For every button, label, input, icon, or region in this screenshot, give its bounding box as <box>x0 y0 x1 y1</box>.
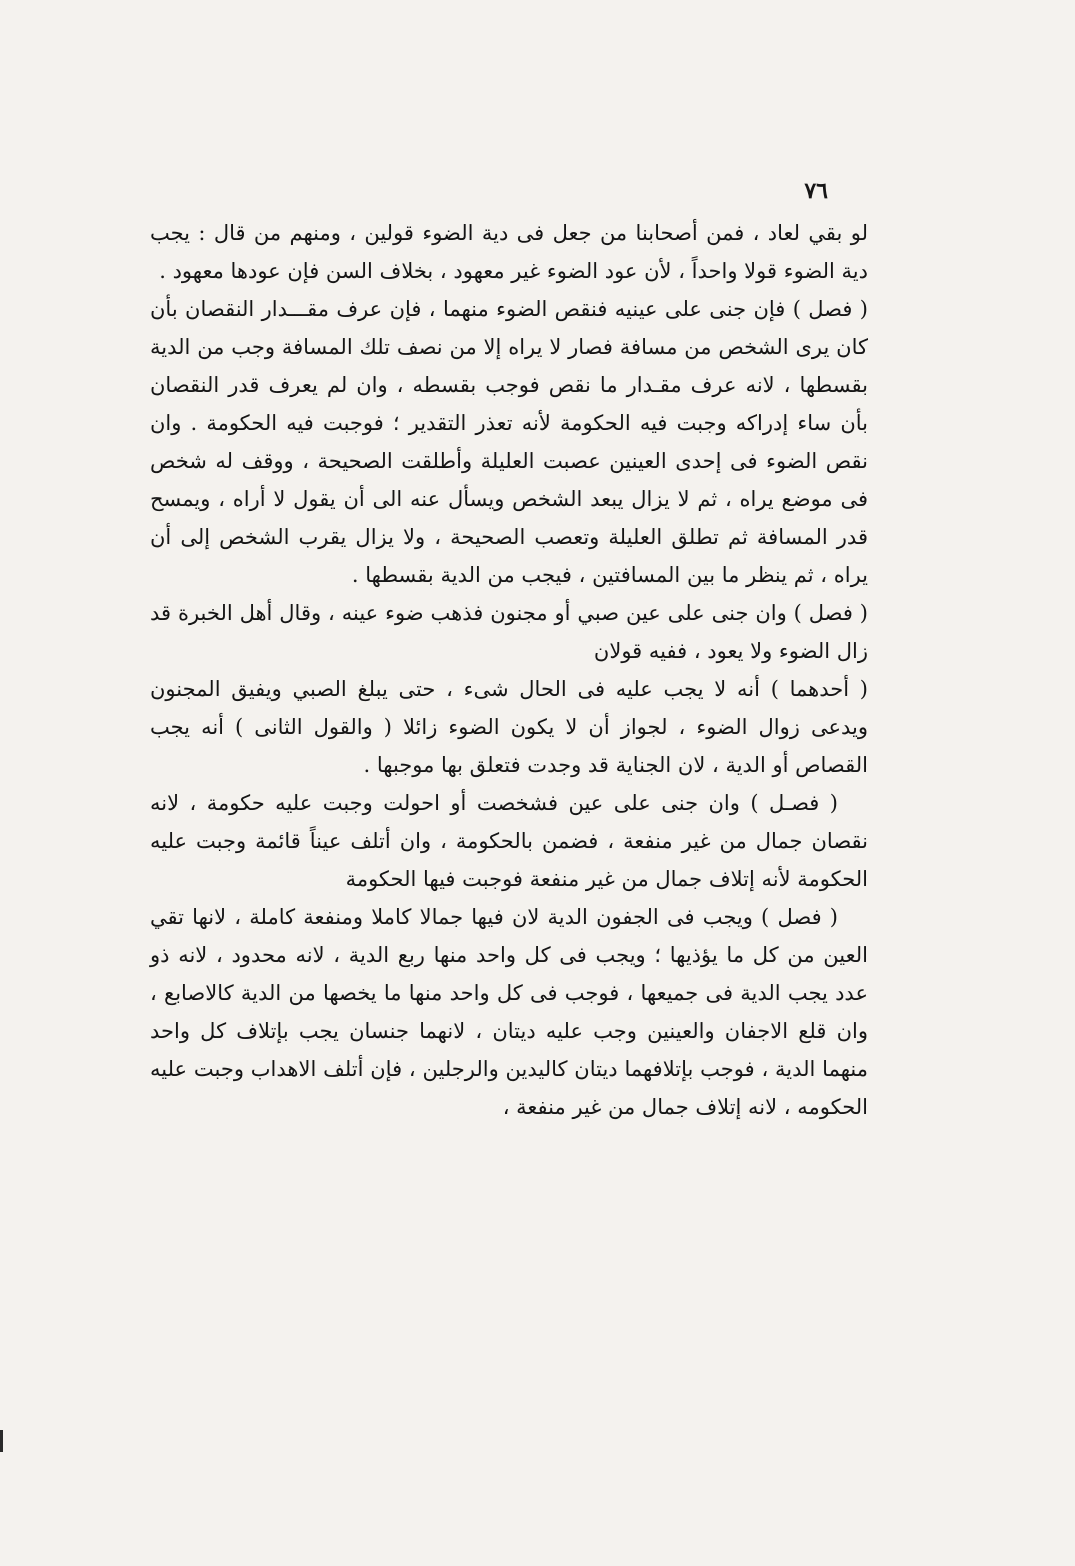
paragraph-6: ( فصل ) ويجب فى الجفون الدية لان فيها جمالا كاملا ومنفعة كاملة ، لانها تقي العين من كل ما يؤذيها ؛ ويجب فى كل واحد منها ربع الدية ، لانه محدود ، لانه ذو عدد يجب الدية فى جميعها ، فوجب فى كل واحد منها ما يخصها من الدية كالاصابع ، وان قلع الاجفان والعينين وجب عليه ديتان ، لانهما جنسان يجب بإتلاف كل واحد منهما الدية ، فوجب بإتلافهما ديتان كاليدين والرجلين ، فإن أتلف الاهداب وجبت عليه الحكومه ، لانه إتلاف جمال من غير منفعة ، <box>150 905 868 1119</box>
page-number: ٧٦ <box>804 178 828 204</box>
scan-edge-mark <box>0 1430 3 1452</box>
paragraph-1: لو بقي لعاد ، فمن أصحابنا من جعل فى دية الضوء قولين ، ومنهم من قال : يجب دية الضوء قولا واحداً ، لأن عود الضوء غير معهود ، بخلاف السن فإن عودها معهود . <box>150 221 868 283</box>
body-text <box>150 214 868 1126</box>
paragraph-5: ( فصـل ) وان جنى على عين فشخصت أو احولت وجبت عليه حكومة ، لانه نقصان جمال من غير منفعة ، فضمن بالحكومة ، وان أتلف عيناً قائمة وجبت عليه الحكومة لأنه إتلاف جمال من غير منفعة فوجبت فيها الحكومة <box>150 791 868 891</box>
paragraph-3: ( فصل ) وان جنى على عين صبي أو مجنون فذهب ضوء عينه ، وقال أهل الخبرة قد زال الضوء ولا يعود ، ففيه قولان <box>150 601 868 663</box>
paragraph-4: ( أحدهما ) أنه لا يجب عليه فى الحال شىء ، حتى يبلغ الصبي ويفيق المجنون ويدعى زوال الضوء ، لجواز أن لا يكون الضوء زائلا ( والقول الثانى ) أنه يجب القصاص أو الدية ، لان الجناية قد وجدت فتعلق بها موجبها . <box>150 677 868 777</box>
paragraph-2: ( فصل ) فإن جنى على عينيه فنقص الضوء منهما ، فإن عرف مقـــدار النقصان بأن كان يرى الشخص من مسافة فصار لا يراه إلا من نصف تلك المسافة وجب من الدية بقسطها ، لانه عرف مقـدار ما نقص فوجب بقسطه ، وان لم يعرف قدر النقصان بأن ساء إدراكه وجبت فيه الحكومة لأنه تعذر التقدير ؛ فوجبت فيه الحكومة . وان نقص الضوء فى إحدى العينين عصبت العليلة وأطلقت الصحيحة ، ووقف له شخص فى موضع يراه ، ثم لا يزال يبعد الشخص ويسأل عنه الى أن يقول لا أراه ، ويمسح قدر المسافة ثم تطلق العليلة وتعصب الصحيحة ، ولا يزال يقرب الشخص إلى أن يراه ، ثم ينظر ما بين المسافتين ، فيجب من الدية بقسطها . <box>150 297 868 587</box>
